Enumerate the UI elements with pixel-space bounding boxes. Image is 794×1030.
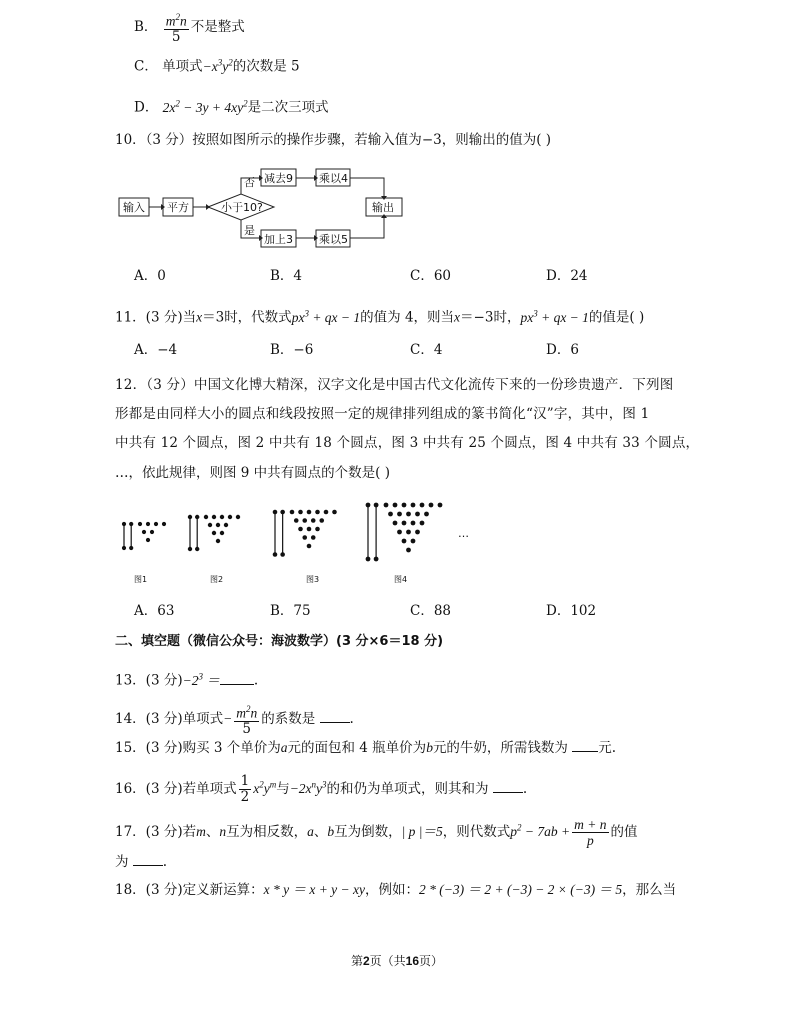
q9-option-b	[134, 10, 245, 45]
footer-mid: 页（共	[369, 954, 406, 968]
flow-input-label: 输入	[123, 201, 145, 214]
math-expr: b	[327, 824, 335, 839]
section-2-title: 二、填空题（微信公众号：海波数学）(3 分×6＝18 分)	[115, 634, 444, 649]
q15-answer-blank[interactable]	[572, 739, 598, 752]
q16-text-1: 16．(3 分)若单项式	[115, 781, 237, 797]
fig1-label: 图1	[134, 575, 148, 584]
math-expr: a	[280, 740, 288, 755]
math-expr: $px^3$ + qx − 1	[520, 308, 589, 325]
fig-dot	[388, 512, 393, 517]
fig-ellipsis: …	[458, 527, 469, 540]
flow-yes-label: 是	[244, 224, 255, 237]
q11-option-d: D．6	[546, 342, 579, 358]
q13-stem	[115, 666, 258, 691]
q10-stem-text: 10．（3 分）按照如图所示的操作步骤，若输入值为	[115, 132, 422, 148]
q10-stem-tail: ，则输出的值为( )	[441, 132, 552, 148]
fig-dot	[411, 521, 416, 526]
q12-line-4: …，依此规律，则图 9 中共有圆点的个数是( )	[115, 465, 390, 481]
math-expr: | p |＝5	[401, 824, 443, 839]
q17-answer-blank[interactable]	[133, 853, 163, 866]
q10-flowchart	[110, 162, 410, 252]
q14-text-1: 14．(3 分)单项式	[115, 710, 224, 727]
q14-stem	[115, 702, 354, 737]
math-expr: x	[196, 309, 203, 325]
q18-text-1: 18．(3 分)定义新运算：	[115, 882, 264, 898]
fig-dot	[397, 512, 402, 517]
fig-dot	[402, 539, 407, 544]
fig-dot	[212, 515, 216, 519]
fig-dot	[411, 539, 416, 544]
q10-option-b: B．4	[270, 268, 303, 284]
fig-dot	[311, 535, 316, 540]
fig-dot	[154, 522, 158, 526]
q17-text-3: 互为相反数，	[226, 824, 308, 840]
q9-option-b-text: 不是整式	[190, 18, 245, 35]
fraction-m2n-over-5: $\frac{m^2n}{5}$	[165, 12, 187, 45]
q11-text-3: 的值为 4，则当	[360, 309, 455, 326]
q12-option-a: A．63	[134, 603, 175, 619]
fig-dot	[146, 538, 150, 542]
math-expr: $-2^3$ ＝	[182, 671, 220, 688]
fraction-m-plus-n-over-p: $\frac{m + n}{p}$	[574, 817, 607, 848]
fig-dot	[307, 544, 312, 549]
math-expr: $px^3$ + qx − 1	[291, 308, 361, 325]
fig-dot	[411, 503, 416, 508]
q16-tail: .	[522, 781, 528, 797]
q12-option-c: C．88	[410, 603, 452, 619]
fig3-label: 图3	[306, 575, 320, 584]
q17-text-1: 17．(3 分)若	[115, 824, 197, 840]
fig-dot	[220, 515, 224, 519]
q15-text-2: 元的面包和 4 瓶单价为	[287, 740, 427, 756]
q10-stem	[115, 130, 551, 150]
flow-cond-label: 小于10?	[221, 201, 263, 214]
math-expr: 2 * (−3) ＝ 2 + (−3) − 2 × (−3) ＝ 5	[419, 882, 623, 897]
q17-text-2: 、	[205, 824, 220, 840]
q12-line-2: 形都是由同样大小的圆点和线段按照一定的规律排列组成的篆书简化“汉”字，其中，图 1	[115, 406, 650, 422]
fig-dot	[216, 523, 220, 527]
math-expr: m	[196, 824, 206, 839]
q11-text-5: 的值是( )	[588, 309, 645, 326]
math-expr: $p^2 - 7ab$ +	[510, 822, 571, 839]
math-expr: $x^2y^m$	[253, 779, 277, 796]
fig-dot	[307, 527, 312, 532]
flow-times4-label: 乘以4	[319, 172, 348, 185]
math-expr: a	[307, 824, 314, 839]
q9-option-c-tail: 的次数是 5	[232, 58, 300, 75]
flow-minus9-label: 减去9	[264, 172, 293, 185]
fig-dot	[315, 527, 320, 532]
fig-dot	[406, 530, 411, 535]
q14-answer-blank[interactable]	[320, 710, 350, 723]
q11-text-1: 11．(3 分)当	[115, 309, 197, 326]
q11-option-a: A．−4	[134, 342, 178, 358]
fig-dot	[290, 510, 295, 515]
fig-dot	[298, 527, 303, 532]
flow-output-label: 输出	[372, 201, 394, 214]
fraction-1-over-2: $\frac{1}{2}$	[240, 773, 250, 805]
q15-stem	[115, 738, 616, 758]
q9-option-c-label: C．	[134, 58, 158, 75]
q9-option-d-tail: 是二次三项式	[247, 99, 329, 116]
fig-dot	[420, 503, 425, 508]
q17-text-5: 互为倒数，	[334, 824, 402, 840]
fraction-m2n-over-5: $\frac{m^2n}{5}$	[236, 704, 258, 737]
flow-no-label: 否	[244, 176, 255, 189]
q14-tail: .	[349, 710, 354, 727]
fig-dot	[298, 510, 303, 515]
q17-text-7: 的值	[610, 824, 638, 840]
footer-total-pages: 16	[405, 954, 420, 968]
q9-option-d	[134, 93, 329, 118]
q10-option-d: D．24	[546, 268, 588, 284]
fig-dot	[216, 539, 220, 543]
q10-stem-value: −3	[421, 132, 442, 148]
fig-dot	[302, 535, 307, 540]
fig2-label: 图2	[210, 575, 224, 584]
fig-dot	[332, 510, 337, 515]
q17-stem	[115, 817, 638, 848]
flow-square-label: 平方	[167, 201, 189, 214]
q11-option-b: B．−6	[270, 342, 314, 358]
fig-dot	[415, 512, 420, 517]
fig-dot	[212, 531, 216, 535]
footer-page-number: 2	[362, 954, 370, 968]
q14-text-2: 的系数是	[261, 710, 316, 727]
math-expr: $2x^2 - 3y + 4xy^2$	[162, 98, 248, 115]
fig-dot	[420, 521, 425, 526]
fig-dot	[406, 548, 411, 553]
q9-option-b-label: B．	[134, 18, 158, 35]
q15-text-1: 15．(3 分)购买 3 个单价为	[115, 740, 281, 756]
fig-dot	[438, 503, 443, 508]
fig-dot	[324, 510, 329, 515]
fig-dot	[406, 512, 411, 517]
fig-dot	[311, 518, 316, 523]
q11-text-4: 时，	[493, 309, 521, 326]
q17-text-4: 、	[313, 824, 328, 840]
fig-dot	[393, 521, 398, 526]
q12-line-1: 12．（3 分）中国文化博大精深，汉字文化是中国古代文化流传下来的一份珍贵遗产．下列图	[115, 377, 674, 393]
math-expr: x	[454, 309, 461, 325]
q13-tail: .	[253, 672, 259, 689]
fig-dot	[228, 515, 232, 519]
fig-dot	[294, 518, 299, 523]
q12-line-3: 中共有 12 个圆点，图 2 中共有 18 个圆点，图 3 中共有 25 个圆点，图 4 中共有 33 个圆点，	[115, 435, 700, 451]
math-expr: x * y ＝ x + y − xy	[263, 882, 366, 897]
q11-text-2: 时，代数式	[224, 309, 292, 326]
q17-tail: .	[162, 854, 168, 870]
q13-answer-blank[interactable]	[220, 672, 254, 685]
fig-dot	[319, 518, 324, 523]
q12-option-b: B．75	[270, 603, 311, 619]
fig-dot	[302, 518, 307, 523]
fig4-label: 图4	[394, 575, 408, 584]
fig-dot	[384, 503, 389, 508]
q10-option-c: C．60	[410, 268, 452, 284]
fig-dot	[220, 531, 224, 535]
q16-answer-blank[interactable]	[493, 780, 523, 793]
q16-stem	[115, 774, 527, 805]
q16-text-2: 与	[276, 781, 290, 797]
fig-dot	[429, 503, 434, 508]
q11-stem: 11．(3 分)当x＝3时，代数式$px^3$ + qx − 1的值为 4，则当x＝−3时，$px^3$ + qx − 1的值是( )	[115, 308, 645, 326]
q9-option-d-label: D．	[134, 99, 159, 116]
math-expr: $-2x^ny^3$	[289, 779, 327, 796]
q12-figures	[110, 495, 480, 590]
fig-dot	[415, 530, 420, 535]
q15-tail: 元.	[598, 740, 617, 756]
q15-text-3: 元的牛奶，所需钱数为	[432, 740, 568, 756]
flow-times5-label: 乘以5	[319, 233, 348, 246]
fig-dot	[307, 510, 312, 515]
fig-dot	[402, 521, 407, 526]
q17-text-6: ，则代数式	[442, 824, 511, 840]
q16-text-3: 的和仍为单项式，则其和为	[326, 781, 489, 797]
q18-text-3: ，那么当	[622, 882, 677, 898]
fig-dot	[146, 522, 150, 526]
flow-plus3-label: 加上3	[264, 233, 293, 246]
page-footer	[0, 952, 794, 969]
q17-line-2	[115, 852, 167, 872]
math-expr: $-x^3y^2$	[202, 57, 233, 74]
math-expr: n	[219, 824, 227, 839]
fig-dot	[150, 530, 154, 534]
q12-option-d: D．102	[546, 603, 597, 619]
q11-option-c: C．4	[410, 342, 443, 358]
fig-dot	[424, 512, 429, 517]
fig-dot	[162, 522, 166, 526]
q10-option-a: A．0	[134, 268, 166, 284]
math-expr: b	[426, 740, 433, 755]
q9-option-c	[134, 52, 300, 77]
q9-option-c-text: 单项式	[162, 58, 203, 75]
footer-post: 页）	[419, 954, 444, 968]
fig-dot	[208, 523, 212, 527]
fig-dot	[393, 503, 398, 508]
fig-dot	[204, 515, 208, 519]
fig-dot	[142, 530, 146, 534]
q13-text: 13．(3 分)	[115, 672, 183, 689]
q18-stem	[115, 880, 676, 900]
fig-dot	[138, 522, 142, 526]
q17-text-8: 为	[115, 854, 129, 870]
fig-dot	[236, 515, 240, 519]
fig-dot	[315, 510, 320, 515]
math-expr: −	[223, 710, 233, 726]
fig-dot	[397, 530, 402, 535]
fig-dot	[224, 523, 228, 527]
q18-text-2: ，例如：	[365, 882, 420, 898]
fig-dot	[402, 503, 407, 508]
footer-pre: 第	[350, 954, 363, 968]
